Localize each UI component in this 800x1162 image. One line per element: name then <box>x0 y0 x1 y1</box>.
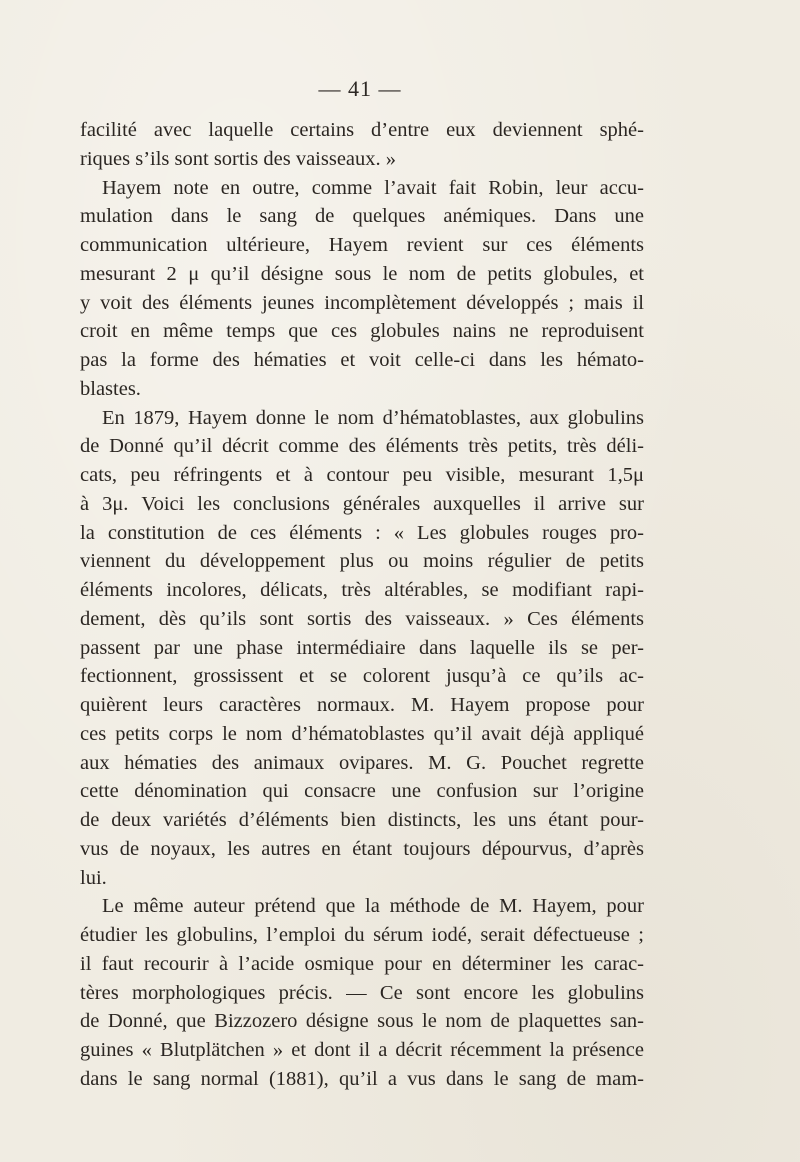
text-line: fectionnent, grossissent et se colorent jusqu’à ce qu’ils ac- <box>80 665 644 688</box>
text-line: mulation dans le sang de quelques anémiques. Dans une <box>80 205 644 228</box>
text-line: aux hématies des animaux ovipares. M. G. Pouchet regrette <box>80 751 644 774</box>
text-line: de deux variétés d’éléments bien distincts, les uns étant pour- <box>80 809 644 831</box>
text-line: passent par une phase intermédiaire dans laquelle ils se per- <box>80 636 644 659</box>
text-line: facilité avec laquelle certains d’entre eux deviennent sphé- <box>80 119 644 141</box>
text-line: dement, dès qu’ils sont sortis des vaisseaux. » Ces éléments <box>80 607 644 630</box>
text-line: croit en même temps que ces globules nains ne reproduisent <box>80 320 644 343</box>
text-line: communication ultérieure, Hayem revient sur ces éléments <box>80 234 644 256</box>
paragraph <box>80 116 644 174</box>
text-line: y voit des éléments jeunes incomplètement développés ; mais il <box>80 291 644 314</box>
text-line: viennent du développement plus ou moins régulier de petits <box>80 550 644 573</box>
text-line: il faut recourir à l’acide osmique pour en déterminer les carac- <box>80 952 644 975</box>
text-line: à 3μ. Voici les conclusions générales auxquelles il arrive sur <box>80 492 644 515</box>
text-line: de Donné qu’il décrit comme des éléments très petits, très déli- <box>80 435 644 458</box>
body-text <box>80 116 644 1094</box>
text-line: dans le sang normal (1881), qu’il a vus dans le sang de mam- <box>80 1067 644 1090</box>
text-line: cats, peu réfringents et à contour peu visible, mesurant 1,5μ <box>80 464 644 486</box>
text-line: riques s’ils sont sortis des vaisseaux. » <box>80 147 397 170</box>
text-line: pas la forme des hématies et voit celle-ci dans les hémato- <box>80 349 644 371</box>
text-line: mesurant 2 μ qu’il désigne sous le nom de petits globules, et <box>80 262 644 285</box>
text-line: guines « Blutplätchen » et dont il a décrit récemment la présence <box>80 1039 644 1061</box>
paragraph <box>80 174 644 404</box>
text-line: tères morphologiques précis. — Ce sont encore les globulins <box>80 981 644 1004</box>
text-line: blastes. <box>80 377 141 400</box>
text-line: vus de noyaux, les autres en étant toujours dépourvus, d’après <box>80 837 644 860</box>
text-line: ces petits corps le nom d’hématoblastes qu’il avait déjà appliqué <box>80 722 644 745</box>
text-line: En 1879, Hayem donne le nom d’hématoblastes, aux globulins <box>102 406 644 429</box>
text-line: quièrent leurs caractères normaux. M. Hayem propose pour <box>80 694 644 716</box>
text-line: cette dénomination qui consacre une confusion sur l’origine <box>80 780 644 803</box>
text-line: étudier les globulins, l’emploi du sérum iodé, serait défectueuse ; <box>80 924 644 946</box>
text-line: de Donné, que Bizzozero désigne sous le nom de plaquettes san- <box>80 1010 644 1033</box>
text-line: Hayem note en outre, comme l’avait fait Robin, leur accu- <box>102 176 644 199</box>
paragraph <box>80 892 644 1093</box>
text-line: éléments incolores, délicats, très altérables, se modifiant rapi- <box>80 579 644 601</box>
text-line: la constitution de ces éléments : « Les globules rouges pro- <box>80 521 644 544</box>
page-number: — 41 — <box>318 76 402 101</box>
paragraph <box>80 404 644 893</box>
text-line: Le même auteur prétend que la méthode de M. Hayem, pour <box>102 895 644 918</box>
text-line: lui. <box>80 866 107 889</box>
